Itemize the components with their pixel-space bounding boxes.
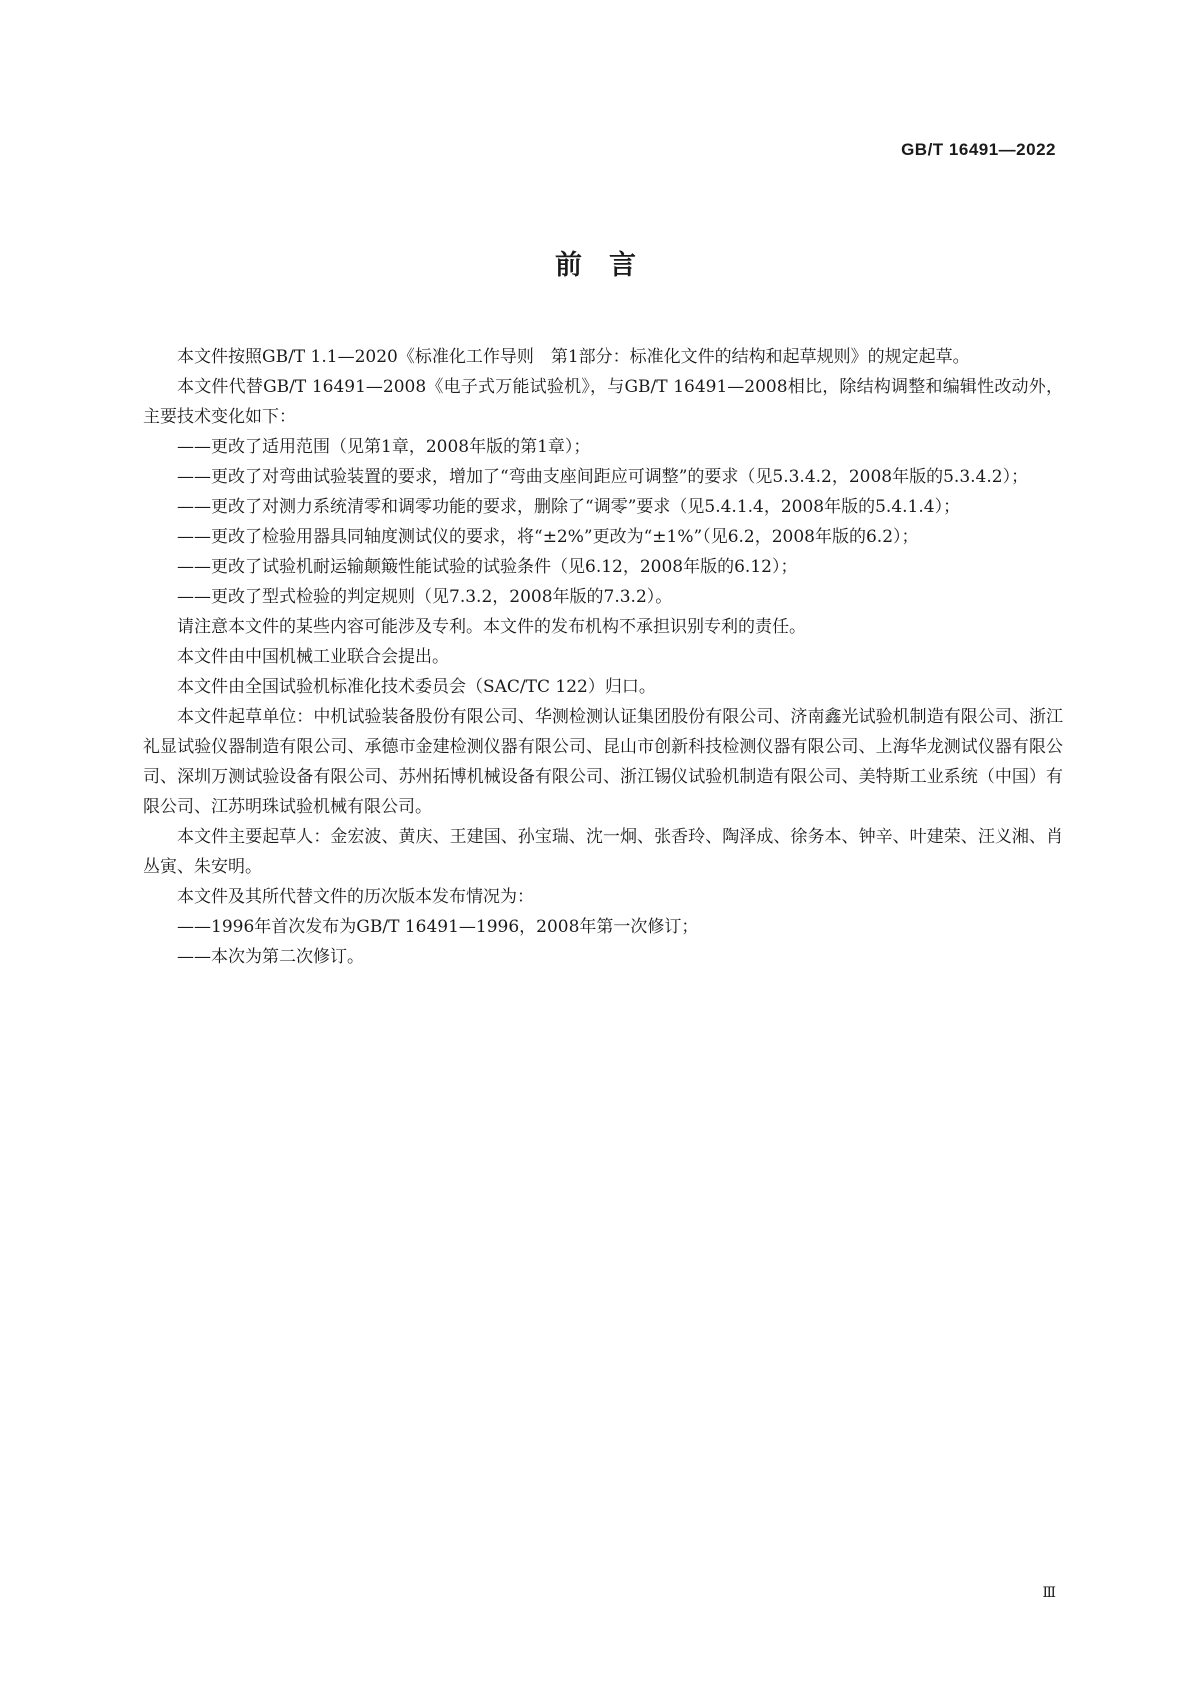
change-item: ——更改了对测力系统清零和调零功能的要求，删除了“调零”要求（见5.4.1.4，2008年版的5.4.1.4）； [177, 497, 961, 517]
history-item: ——本次为第二次修订。 [177, 947, 364, 967]
document-body [143, 342, 1063, 972]
change-item: ——更改了对弯曲试验装置的要求，增加了“弯曲支座间距应可调整”的要求（见5.3.4.2，2008年版的5.3.4.2）； [177, 467, 1029, 487]
history-item: ——1996年首次发布为GB/T 16491—1996，2008年第一次修订； [177, 917, 699, 937]
change-item: ——更改了检验用器具同轴度测试仪的要求，将“±2%”更改为“±1%”（见6.2，2008年版的6.2）； [177, 527, 919, 547]
paragraph-proposer: 本文件由中国机械工业联合会提出。 [177, 647, 449, 667]
paragraph-committee: 本文件由全国试验机标准化技术委员会（SAC/TC 122）归口。 [177, 677, 656, 697]
change-item: ——更改了试验机耐运输颠簸性能试验的试验条件（见6.12，2008年版的6.12）； [177, 557, 798, 577]
paragraph-drafting-units: 本文件起草单位：中机试验装备股份有限公司、华测检测认证集团股份有限公司、济南鑫光试验机制造有限公司、浙江礼显试验仪器制造有限公司、承德市金建检测仪器有限公司、昆山市创新科技检测仪器有限公司、上海华龙测试仪器有限公司、深圳万测试验设备有限公司、苏州拓博机械设备有限公司、浙江锡仪试验机制造有限公司、美特斯工业系统（中国）有限公司、江苏明珠试验机械有限公司。 [143, 707, 1063, 817]
page-number: Ⅲ [1042, 1585, 1056, 1601]
paragraph-patent-notice: 请注意本文件的某些内容可能涉及专利。本文件的发布机构不承担识别专利的责任。 [177, 617, 806, 637]
page-title: 前 言 [555, 250, 636, 281]
paragraph-history-intro: 本文件及其所代替文件的历次版本发布情况为： [177, 887, 534, 907]
paragraph-drafters: 本文件主要起草人：金宏波、黄庆、王建国、孙宝瑞、沈一炯、张香玲、陶泽成、徐务本、钟辛、叶建荣、汪义湘、肖丛寅、朱安明。 [143, 827, 1063, 877]
change-item: ——更改了型式检验的判定规则（见7.3.2，2008年版的7.3.2）。 [177, 587, 673, 607]
paragraph-replacement: 本文件代替GB/T 16491—2008《电子式万能试验机》，与GB/T 16491—2008相比，除结构调整和编辑性改动外，主要技术变化如下： [143, 377, 1063, 427]
standard-number: GB/T 16491—2022 [901, 140, 1056, 159]
paragraph-drafting-rules: 本文件按照GB/T 1.1—2020《标准化工作导则 第1部分：标准化文件的结构和起草规则》的规定起草。 [177, 347, 970, 367]
change-item: ——更改了适用范围（见第1章，2008年版的第1章）； [177, 437, 591, 457]
